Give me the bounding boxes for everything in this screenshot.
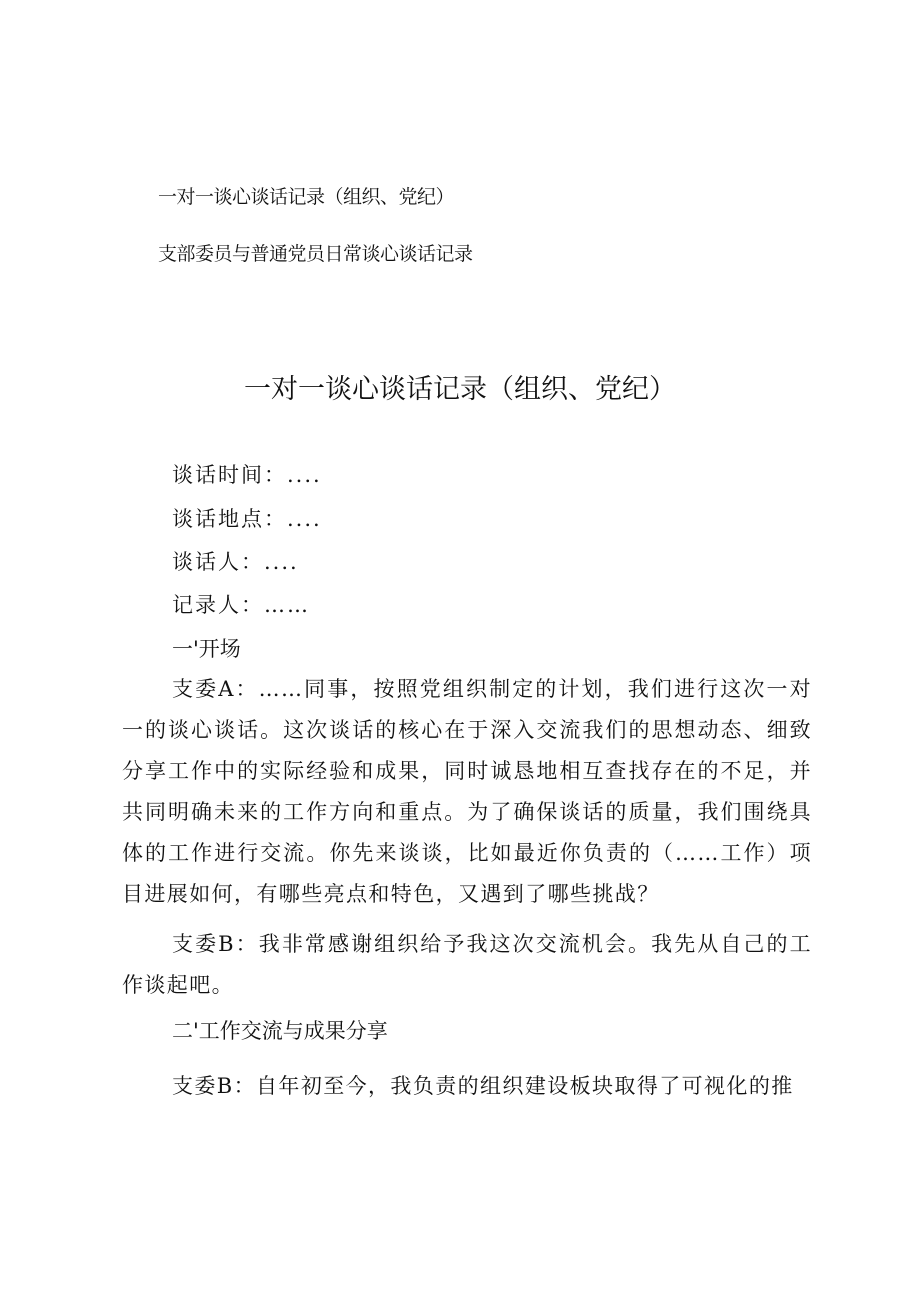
meta-recorder: 记录人：…… bbox=[172, 593, 310, 617]
toc-entry-2[interactable]: 支部委员与普通党员日常谈心谈话记录 bbox=[158, 243, 473, 265]
paragraph-work-b: 支委B：自年初至今，我负责的组织建设板块取得了可视化的推 bbox=[172, 1074, 794, 1098]
toc-entry-1[interactable]: 一对一谈心谈话记录（组织、党纪） bbox=[158, 186, 455, 208]
meta-talk-time: 谈话时间：.... bbox=[172, 463, 322, 487]
document-title: 一对一谈心谈话记录（组织、党纪） bbox=[244, 374, 676, 405]
section-heading-opening: 一'开场 bbox=[172, 637, 241, 661]
section-heading-work-exchange: 二'工作交流与成果分享 bbox=[172, 1019, 388, 1043]
meta-talker: 谈话人：.... bbox=[172, 550, 299, 574]
paragraph-opening-a: 支委A：……同事，按照党组织制定的计划，我们进行这次一对一的谈心谈话。这次谈话的核心在于深入交流我们的思想动态、细致分享工作中的实际经验和成果，同时诚恳地相互查找存在的不足，并共同明确未来的工作方向和重点。为了确保谈话的质量，我们围绕具体的工作进行交流。你先来谈谈，比如最近你负责的（……工作）项目进展如何，有哪些亮点和特色，又遇到了哪些挑战？ bbox=[122, 677, 812, 906]
meta-talk-place: 谈话地点：.... bbox=[172, 507, 322, 531]
paragraph-reply-b: 支委B：我非常感谢组织给予我这次交流机会。我先从自己的工作谈起吧。 bbox=[122, 932, 812, 997]
